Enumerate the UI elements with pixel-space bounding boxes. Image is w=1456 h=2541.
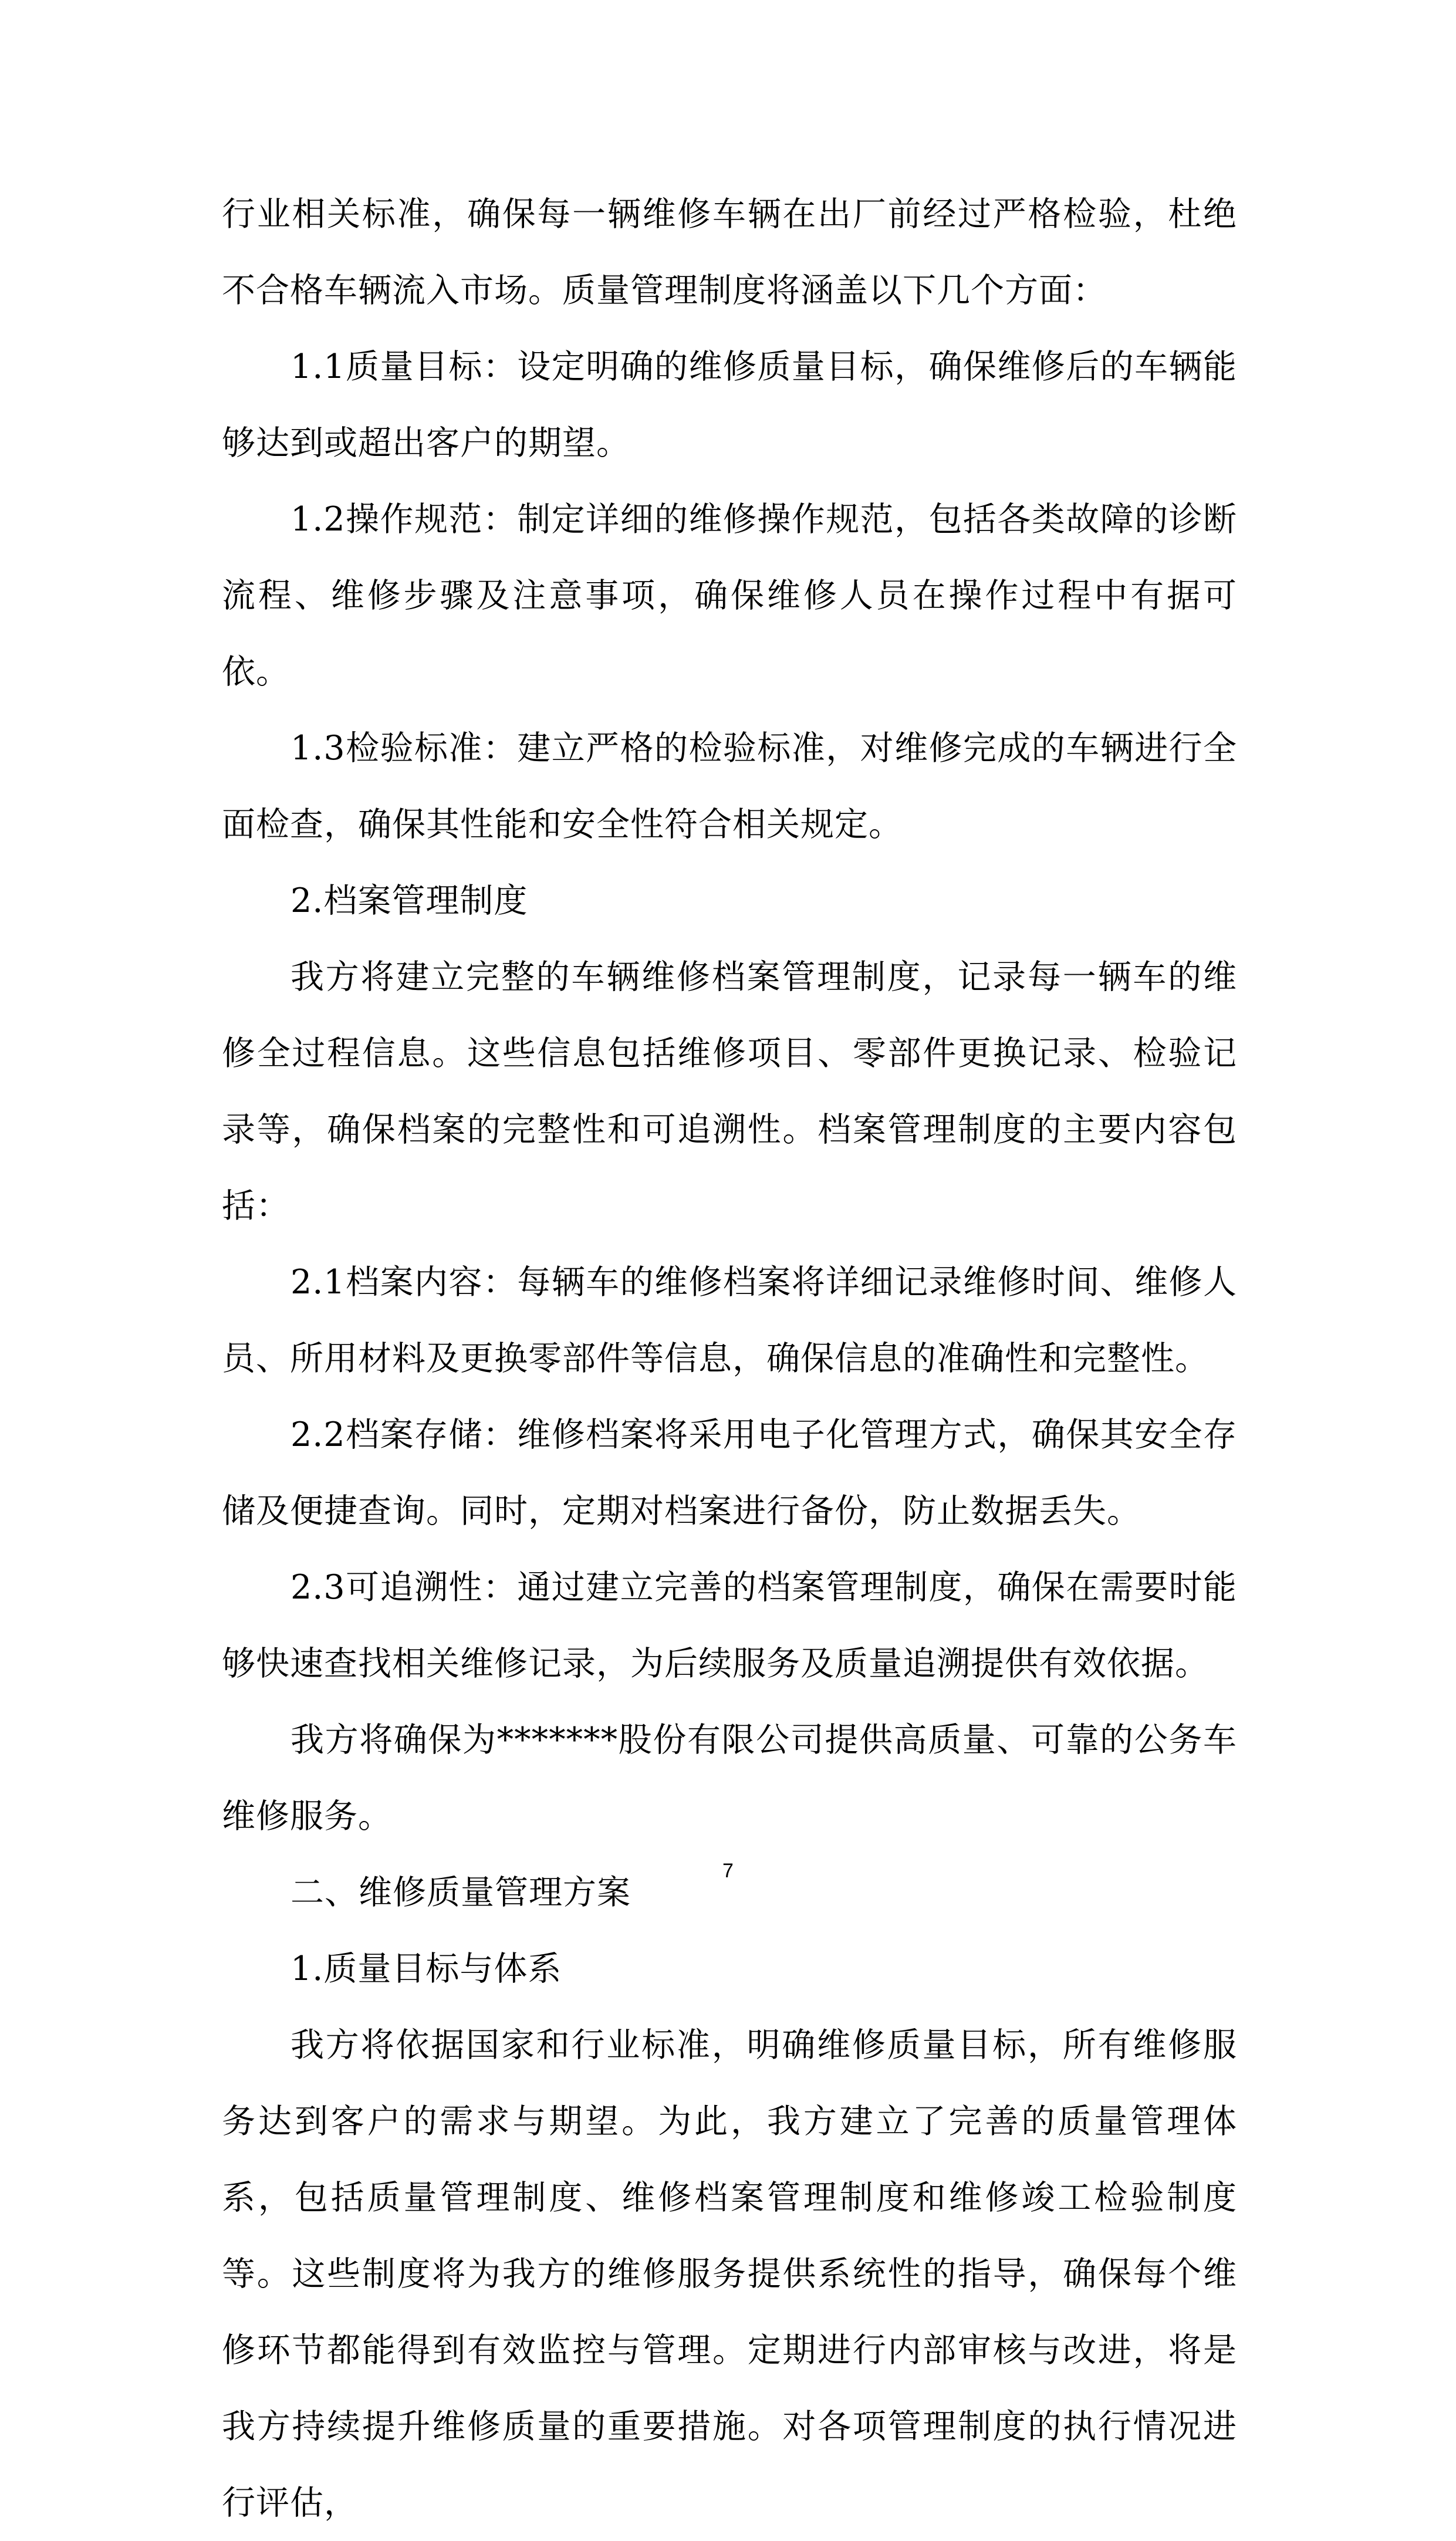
paragraph-archive-storage: 2.2档案存储：维修档案将采用电子化管理方式，确保其安全存储及便捷查询。同时，定期对档案进行备份，防止数据丢失。 bbox=[222, 1415, 1237, 1530]
document-body bbox=[222, 176, 1237, 2541]
section-heading-quality-plan: 二、维修质量管理方案 bbox=[290, 1873, 631, 1912]
paragraph-quality-system: 我方将依据国家和行业标准，明确维修质量目标，所有维修服务达到客户的需求与期望。为此，我方建立了完善的质量管理体系，包括质量管理制度、维修档案管理制度和维修竣工检验制度等。这些制度将为我方的维修服务提供系统性的指导，确保每个维修环节都能得到有效监控与管理。定期进行内部审核与改进，将是我方持续提升维修质量的重要措施。对各项管理制度的执行情况进行评估， bbox=[222, 2026, 1237, 2522]
page-number: 7 bbox=[722, 1860, 734, 1882]
section-heading-archive: 2.档案管理制度 bbox=[290, 881, 528, 920]
paragraph-traceability: 2.3可追溯性：通过建立完善的档案管理制度，确保在需要时能够快速查找相关维修记录，为后续服务及质量追溯提供有效依据。 bbox=[222, 1568, 1237, 1683]
paragraph-inspection-standard: 1.3检验标准：建立严格的检验标准，对维修完成的车辆进行全面检查，确保其性能和安全性符合相关规定。 bbox=[222, 729, 1237, 844]
paragraph-archive-intro: 我方将建立完整的车辆维修档案管理制度，记录每一辆车的维修全过程信息。这些信息包括维修项目、零部件更换记录、检验记录等，确保档案的完整性和可追溯性。档案管理制度的主要内容包括： bbox=[222, 958, 1237, 1225]
paragraph-commitment: 我方将确保为*******股份有限公司提供高质量、可靠的公务车维修服务。 bbox=[222, 1721, 1237, 1836]
paragraph-quality-target: 1.1质量目标：设定明确的维修质量目标，确保维修后的车辆能够达到或超出客户的期望。 bbox=[222, 347, 1237, 462]
paragraph-archive-content: 2.1档案内容：每辆车的维修档案将详细记录维修时间、维修人员、所用材料及更换零部件等信息，确保信息的准确性和完整性。 bbox=[222, 1263, 1237, 1378]
paragraph-continuation: 行业相关标准，确保每一辆维修车辆在出厂前经过严格检验，杜绝不合格车辆流入市场。质量管理制度将涵盖以下几个方面： bbox=[222, 195, 1237, 310]
paragraph-operation-spec: 1.2操作规范：制定详细的维修操作规范，包括各类故障的诊断流程、维修步骤及注意事项，确保维修人员在操作过程中有据可依。 bbox=[222, 500, 1237, 691]
section-heading-quality-system: 1.质量目标与体系 bbox=[290, 1949, 562, 1988]
